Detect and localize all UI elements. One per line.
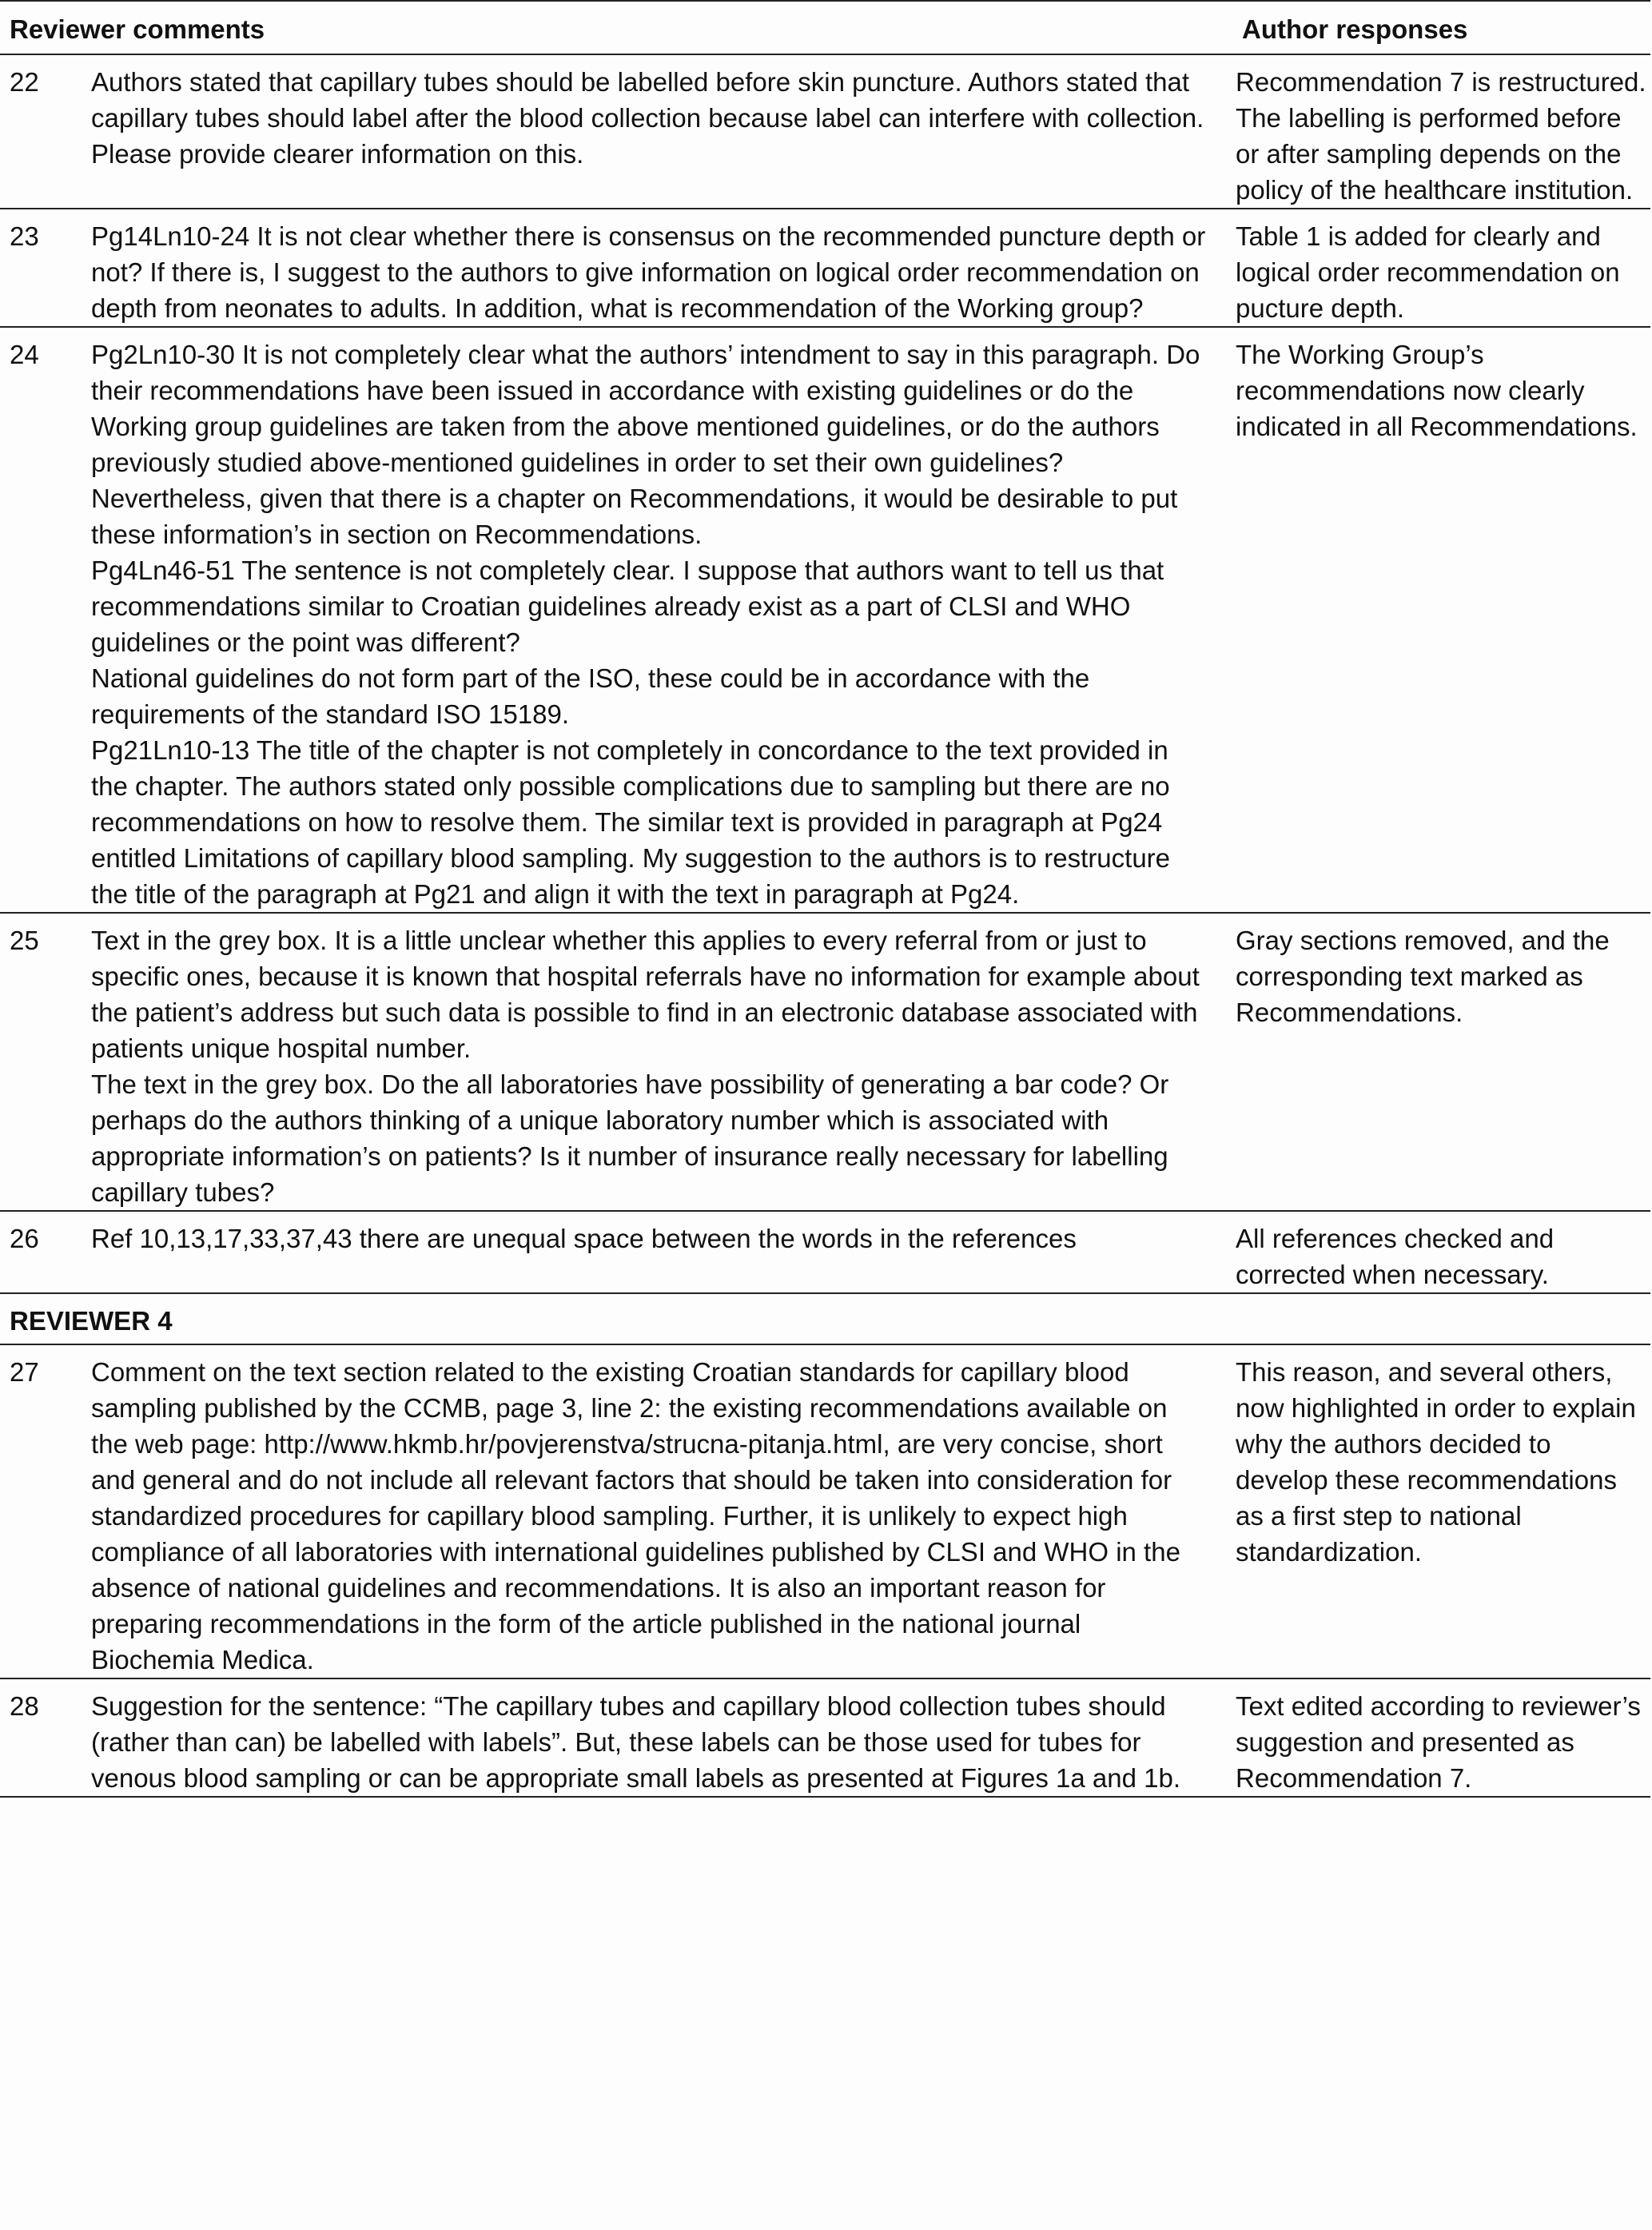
table-row	[0, 1678, 1650, 1797]
table-body-reviewer-4	[0, 1344, 1650, 1797]
reviewer-comment-paragraph: The text in the grey box. Do the all laboratories have possibility of generating a bar code? Or perhaps do the authors thinking of a unique laboratory number which is associated with appropriate information’s on patients? Is it number of insurance really necessary for labelling capillary tubes?	[91, 1069, 1169, 1207]
reviewer-comment-cell	[91, 1211, 1218, 1293]
reviewer-comment-paragraph: Ref 10,13,17,33,37,43 there are unequal space between the words in the references	[91, 1224, 1077, 1253]
reviewer-comment-paragraph: National guidelines do not form part of the ISO, these could be in accordance with the requirements of the standard ISO 15189.	[91, 663, 1090, 729]
reviewer-comment-paragraph: Pg21Ln10-13 The title of the chapter is not completely in concordance to the text provided in the chapter. The authors stated only possible complications due to sampling but there are no recommendations on how to resolve them. The similar text is provided in paragraph at Pg24 entitled Limitations of capillary blood sampling. My suggestion to the authors is to restructure the title of the paragraph at Pg21 and align it with the text in paragraph at Pg24.	[91, 735, 1171, 909]
author-response-cell: All references checked and corrected when necessary.	[1218, 1211, 1650, 1293]
table-body-reviewer-3	[0, 54, 1650, 1293]
row-number: 27	[0, 1344, 91, 1678]
reviewer-comment-cell	[91, 54, 1218, 209]
reviewer-comment-cell	[91, 913, 1218, 1211]
reviewer-comment-paragraph: Authors stated that capillary tubes should be labelled before skin puncture. Authors stated that capillary tubes should label after the blood collection because label can interfere with collection. Please provide clearer information on this.	[91, 67, 1204, 169]
reviewer-comment-paragraph: Suggestion for the sentence: “The capillary tubes and capillary blood collection tubes should (rather than can) be labelled with labels”. But, these labels can be those used for tubes for venous blood sampling or can be appropriate small labels as presented at Figures 1a and 1b.	[91, 1691, 1181, 1793]
author-response-cell: Recommendation 7 is restructured. The labelling is performed before or after sampling depends on the policy of the healthcare institution.	[1218, 54, 1650, 209]
section-label: REVIEWER 4	[0, 1293, 1650, 1344]
row-number: 25	[0, 913, 91, 1211]
table-row	[0, 54, 1650, 209]
row-number: 22	[0, 54, 91, 209]
section-header-row	[0, 1293, 1650, 1344]
table-row	[0, 327, 1650, 913]
reviewer-comment-cell	[91, 1344, 1218, 1678]
reviewer-comment-cell	[91, 209, 1218, 327]
author-response-cell: Gray sections removed, and the corresponding text marked as Recommendations.	[1218, 913, 1650, 1211]
author-response-cell: This reason, and several others, now highlighted in order to explain why the authors decided to develop these recommendations as a first step to national standardization.	[1218, 1344, 1650, 1678]
author-response-cell: Text edited according to reviewer’s suggestion and presented as Recommendation 7.	[1218, 1678, 1650, 1797]
table-section-reviewer-4	[0, 1293, 1650, 1344]
row-number: 23	[0, 209, 91, 327]
table-row	[0, 1344, 1650, 1678]
row-number: 24	[0, 327, 91, 913]
reviewer-comment-cell	[91, 327, 1218, 913]
reviewer-comment-paragraph: Pg4Ln46-51 The sentence is not completely clear. I suppose that authors want to tell us that recommendations similar to Croatian guidelines already exist as a part of CLSI and WHO guidelines or the point was different?	[91, 556, 1164, 657]
table-row	[0, 1211, 1650, 1293]
header-reviewer-comments: Reviewer comments	[0, 1, 1218, 54]
reviewer-comment-cell	[91, 1678, 1218, 1797]
row-number: 28	[0, 1678, 91, 1797]
table-row	[0, 913, 1650, 1211]
table-row	[0, 209, 1650, 327]
row-number: 26	[0, 1211, 91, 1293]
reviewer-comment-paragraph: Pg2Ln10-30 It is not completely clear what the authors’ intendment to say in this paragraph. Do their recommendations have been issued in accordance with existing guidelines or do the Working group guidelines are taken from the above mentioned guidelines, or do the authors previously studied above-mentioned guidelines in order to set their own guidelines? Nevertheless, given that there is a chapter on Recommendations, it would be desirable to put these information’s in section on Recommendations.	[91, 340, 1200, 549]
table-header-row	[0, 1, 1650, 54]
reviewer-comment-paragraph: Comment on the text section related to the existing Croatian standards for capillary blood sampling published by the CCMB, page 3, line 2: the existing recommendations available on the web page: http://www.hkmb.hr/povjerenstva/strucna-pitanja.html, are very concise, short and general and do not include all relevant factors that should be taken into consideration for standardized procedures for capillary blood sampling. Further, it is unlikely to expect high compliance of all laboratories with international guidelines published by CLSI and WHO in the absence of national guidelines and recommendations. It is also an important reason for preparing recommendations in the form of the article published in the national journal Biochemia Medica.	[91, 1357, 1180, 1674]
reviewer-comment-paragraph: Text in the grey box. It is a little unclear whether this applies to every referral from or just to specific ones, because it is known that hospital referrals have no information for example about the patient’s address but such data is possible to find in an electronic database associated with patients unique hospital number.	[91, 926, 1200, 1063]
header-author-responses: Author responses	[1218, 1, 1650, 54]
reviewer-comment-paragraph: Pg14Ln10-24 It is not clear whether there is consensus on the recommended puncture depth or not? If there is, I suggest to the authors to give information on logical order recommendation on depth from neonates to adults. In addition, what is recommendation of the Working group?	[91, 221, 1206, 323]
author-response-cell: The Working Group’s recommendations now clearly indicated in all Recommendations.	[1218, 327, 1650, 913]
author-response-cell: Table 1 is added for clearly and logical order recommendation on pucture depth.	[1218, 209, 1650, 327]
